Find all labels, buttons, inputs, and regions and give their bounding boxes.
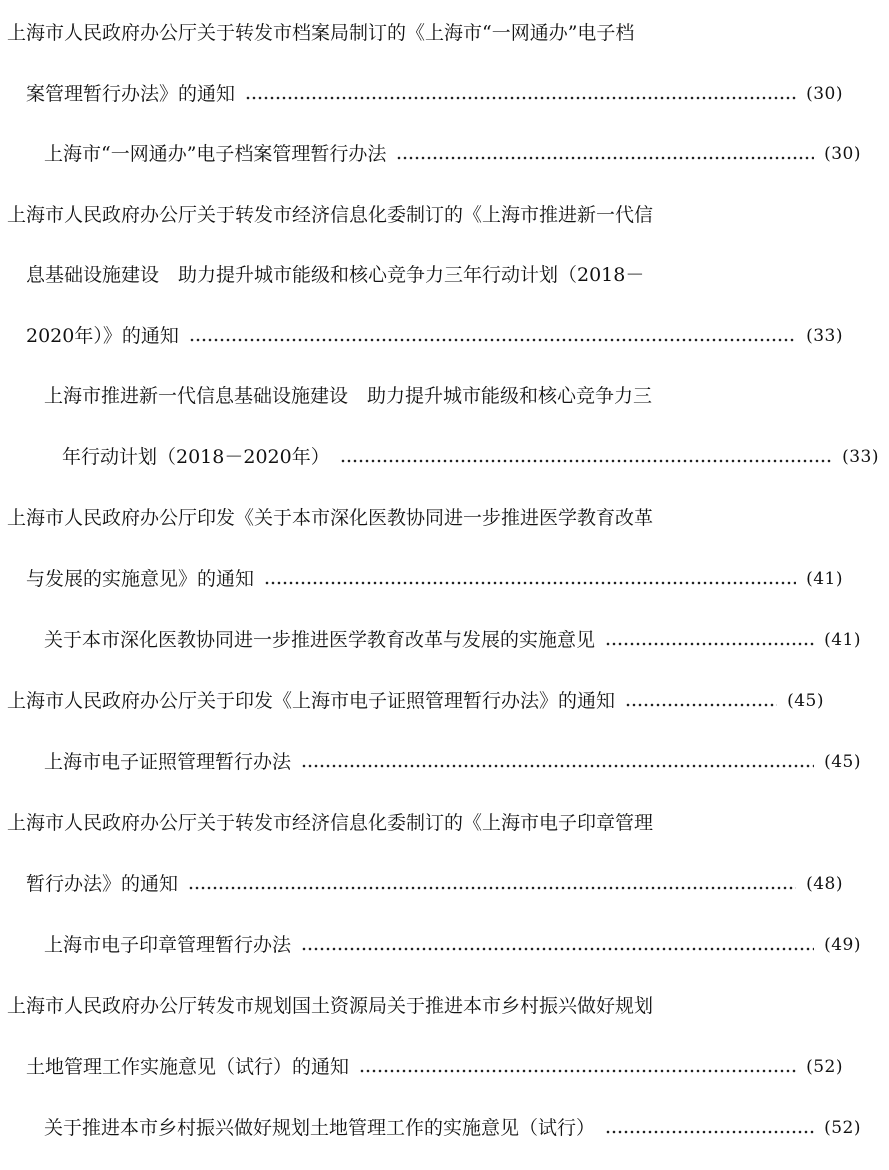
toc-page-number: (48) [806,874,843,894]
toc-entry-text: 息基础设施建设 助力提升城市能级和核心竞争力三年行动计划（2018－ [26,264,645,286]
toc-entry-title-cont[interactable] [0,563,853,595]
toc-entry-title[interactable] [0,990,834,1022]
toc-page-number: (45) [824,752,861,772]
toc-entry-title-cont[interactable] [0,78,853,110]
toc-entry-subitem[interactable] [0,624,871,656]
toc-entry-title[interactable] [0,17,834,49]
dot-leader [189,320,796,352]
dot-leader [188,868,796,900]
toc-entry-subitem[interactable] [0,380,871,412]
toc-page-number: (52) [806,1057,843,1077]
toc-entry-title[interactable] [0,685,834,717]
toc-page-number: (52) [824,1118,861,1138]
toc-page-number: (41) [824,630,861,650]
toc-entry-text: 土地管理工作实施意见（试行）的通知 [26,1056,350,1078]
toc-entry-text: 上海市电子印章管理暂行办法 [44,934,292,956]
toc-entry-title[interactable] [0,807,834,839]
dot-leader [245,78,796,110]
toc-page-number: (49) [824,935,861,955]
toc-page-number: (30) [806,84,843,104]
dot-leader [605,624,814,656]
toc-entry-text: 暂行办法》的通知 [26,873,179,895]
toc-entry-subitem[interactable] [0,929,871,961]
dot-leader [625,685,777,717]
toc-page-number: (41) [806,569,843,589]
toc-entry-title-cont[interactable] [0,868,853,900]
toc-entry-text: 上海市人民政府办公厅关于转发市经济信息化委制订的《上海市推进新一代信 [7,204,654,226]
toc-entry-subitem[interactable] [0,1112,871,1144]
toc-entry-text: 关于推进本市乡村振兴做好规划土地管理工作的实施意见（试行） [44,1117,596,1139]
toc-page-number: (33) [842,447,879,467]
toc-entry-text: 与发展的实施意见》的通知 [26,568,255,590]
toc-entry-title-cont[interactable] [0,320,853,352]
dot-leader [301,746,814,778]
toc-page-number: (33) [806,326,843,346]
toc-entry-text: 上海市人民政府办公厅印发《关于本市深化医教协同进一步推进医学教育改革 [7,507,654,529]
dot-leader [396,138,814,170]
dot-leader [301,929,814,961]
toc-entry-title-cont[interactable] [0,259,853,291]
toc-entry-text: 案管理暂行办法》的通知 [26,83,236,105]
toc-entry-text: 上海市人民政府办公厅转发市规划国土资源局关于推进本市乡村振兴做好规划 [7,995,654,1017]
toc-entry-title-cont[interactable] [0,1051,853,1083]
toc-entry-subitem-cont[interactable] [0,441,889,473]
toc-entry-subitem[interactable] [0,746,871,778]
toc-entry-title[interactable] [0,502,834,534]
toc-entry-text: 年行动计划（2018－2020年） [62,446,330,468]
dot-leader [605,1112,814,1144]
toc-page-number: (30) [824,144,861,164]
toc-entry-text: 上海市人民政府办公厅关于转发市经济信息化委制订的《上海市电子印章管理 [7,812,654,834]
toc-entry-text: 上海市人民政府办公厅关于印发《上海市电子证照管理暂行办法》的通知 [7,690,616,712]
toc-entry-text: 上海市推进新一代信息基础设施建设 助力提升城市能级和核心竞争力三 [44,385,653,407]
toc-entry-text: 2020年）》的通知 [26,325,179,347]
dot-leader [340,441,832,473]
dot-leader [264,563,796,595]
toc-entry-text: 上海市人民政府办公厅关于转发市档案局制订的《上海市“一网通办”电子档 [7,22,635,44]
toc-entry-subitem[interactable] [0,138,871,170]
toc-entry-text: 关于本市深化医教协同进一步推进医学教育改革与发展的实施意见 [44,629,596,651]
dot-leader [359,1051,796,1083]
toc-entry-text: 上海市电子证照管理暂行办法 [44,751,292,773]
toc-page-number: (45) [787,691,824,711]
toc-entry-text: 上海市“一网通办”电子档案管理暂行办法 [44,143,387,165]
toc-entry-title[interactable] [0,199,834,231]
